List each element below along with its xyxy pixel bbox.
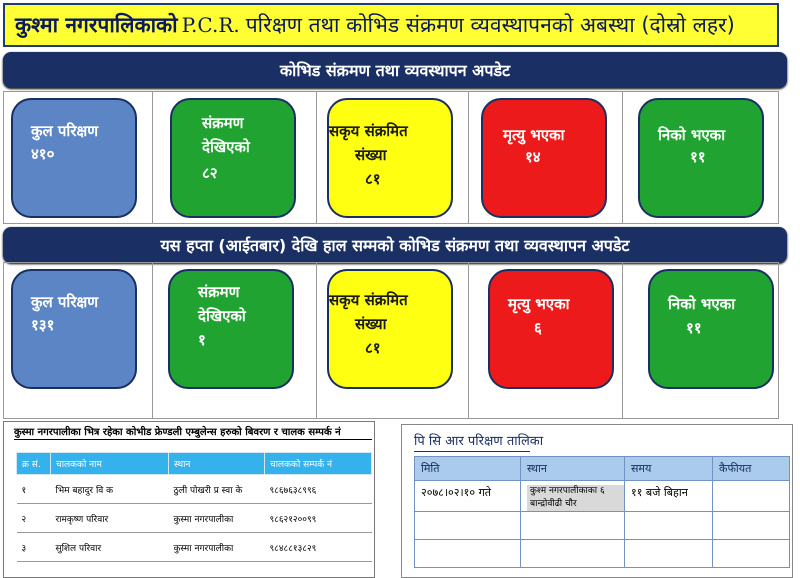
table-cell: २०७८।०२।१० गते [415, 481, 521, 512]
ambulance-title: कुस्मा नगरपालीका भित्र रहेका कोभीड फ्रेण्डली एम्बुलेन्स हरुको बिवरण र चालक सम्पर्क नं [14, 427, 341, 438]
table-cell [521, 512, 625, 540]
card-infected [170, 98, 296, 218]
table-header-row [415, 457, 790, 481]
table-cell [415, 540, 521, 568]
table-cell [625, 540, 713, 568]
card-value: १ [198, 331, 206, 349]
grid-divider [152, 92, 153, 223]
grid-divider [316, 263, 317, 418]
grid-divider [622, 263, 623, 418]
table-cell: २ [17, 504, 51, 533]
card-label: निको भएका [668, 295, 736, 313]
card-label: देखिएको [198, 307, 246, 325]
table-cell: ९८६२१२००९९ [265, 504, 372, 533]
table-header-row [17, 453, 372, 475]
card-label: मृत्यु भएका [503, 126, 565, 144]
table-cell: ठुली पोखरी प्र स्वा के [169, 475, 265, 504]
card-value: ११ [690, 148, 706, 166]
card-label: निको भएका [658, 126, 726, 144]
grid-divider [316, 92, 317, 223]
table-cell: ११ बजे बिहान [625, 481, 713, 512]
card-label: कुल परिक्षण [31, 293, 99, 311]
column-header: चालकको सम्पर्क नं [265, 453, 372, 475]
table-cell: ९८६७६३८९९६ [265, 475, 372, 504]
card-label: सकृय संक्रमित [329, 291, 408, 309]
pcr-schedule-title: पि सि आर परिक्षण तालिका [414, 434, 544, 449]
column-header: स्थान [521, 457, 625, 481]
card-label: संक्रमण [202, 114, 244, 132]
card-label: संख्या [355, 146, 387, 164]
pcr-schedule-table [414, 456, 790, 568]
card-deaths [481, 98, 607, 218]
title-rest: परिक्षण तथा कोभिड संक्रमण व्यवस्थापनको अबस्था (दोस्रो लहर) [245, 13, 735, 37]
table-row [17, 533, 372, 562]
ambulance-table [16, 452, 372, 562]
table-cell: १ [17, 475, 51, 504]
table-cell: भिम बहादुर वि क [51, 475, 169, 504]
column-header: क्र सं. [17, 453, 51, 475]
card-deaths [488, 269, 614, 389]
title-pcr: P.C.R. [181, 13, 240, 37]
card-label: सकृय संक्रमित [329, 122, 408, 140]
grid-divider [622, 92, 623, 223]
table-cell: कुस्मा नगरपालीका [169, 504, 265, 533]
card-value: ८२ [202, 164, 218, 182]
column-header: स्थान [169, 453, 265, 475]
page-title [3, 3, 779, 47]
card-label: देखिएको [202, 138, 250, 156]
card-value: १४ [525, 148, 541, 166]
card-value: ११ [686, 319, 702, 337]
title-underline [414, 451, 530, 452]
card-total-tests [11, 269, 137, 389]
table-row [415, 540, 790, 568]
card-value: ४१० [31, 145, 55, 163]
grid-divider [468, 263, 469, 418]
title-bold: कुश्मा नगरपालिकाको [15, 13, 178, 37]
table-row [415, 481, 790, 512]
card-infected [168, 269, 294, 389]
card-label: संख्या [355, 315, 387, 333]
card-active [327, 269, 453, 389]
table-cell [713, 512, 790, 540]
grid-divider [468, 92, 469, 223]
column-header: कैफीयत [713, 457, 790, 481]
table-row [17, 504, 372, 533]
card-value: ६ [534, 319, 542, 337]
table-cell: ३ [17, 533, 51, 562]
table-cell [521, 481, 625, 512]
place-text: कुश्म नगरपालीकाका ६ बान्द्रोवीढी चौर [527, 485, 624, 511]
table-cell: ९८४८८१३८२९ [265, 533, 372, 562]
column-header: मिति [415, 457, 521, 481]
table-cell: कुस्मा नगरपालीका [169, 533, 265, 562]
column-header: समय [625, 457, 713, 481]
card-label: मृत्यु भएका [508, 295, 570, 313]
card-active [327, 98, 453, 218]
column-header: चालकको नाम [51, 453, 169, 475]
table-cell [415, 512, 521, 540]
card-value: ८१ [365, 339, 381, 357]
table-cell: रामकृष्ण परिवार [51, 504, 169, 533]
table-cell [713, 540, 790, 568]
table-cell [521, 540, 625, 568]
section2-heading: यस हप्ता (आईतबार) देखि हाल सम्मको कोभिड संक्रमण तथा व्यवस्थापन अपडेट [3, 227, 787, 263]
section1-heading: कोभिड संक्रमण तथा व्यवस्थापन अपडेट [3, 52, 787, 88]
ambulance-panel [3, 421, 375, 578]
grid-divider [152, 263, 153, 418]
card-recovered [648, 269, 774, 389]
table-row [17, 475, 372, 504]
pcr-schedule-panel [401, 424, 793, 578]
table-cell [713, 481, 790, 512]
table-cell: सुशिल परिवार [51, 533, 169, 562]
card-total-tests [11, 98, 137, 218]
card-recovered [638, 98, 764, 218]
title-underline [14, 439, 372, 440]
card-label: संक्रमण [198, 283, 240, 301]
table-cell [625, 512, 713, 540]
card-label: कुल परिक्षण [31, 122, 99, 140]
card-value: ८१ [365, 170, 381, 188]
table-row [415, 512, 790, 540]
card-value: १३१ [31, 316, 55, 334]
